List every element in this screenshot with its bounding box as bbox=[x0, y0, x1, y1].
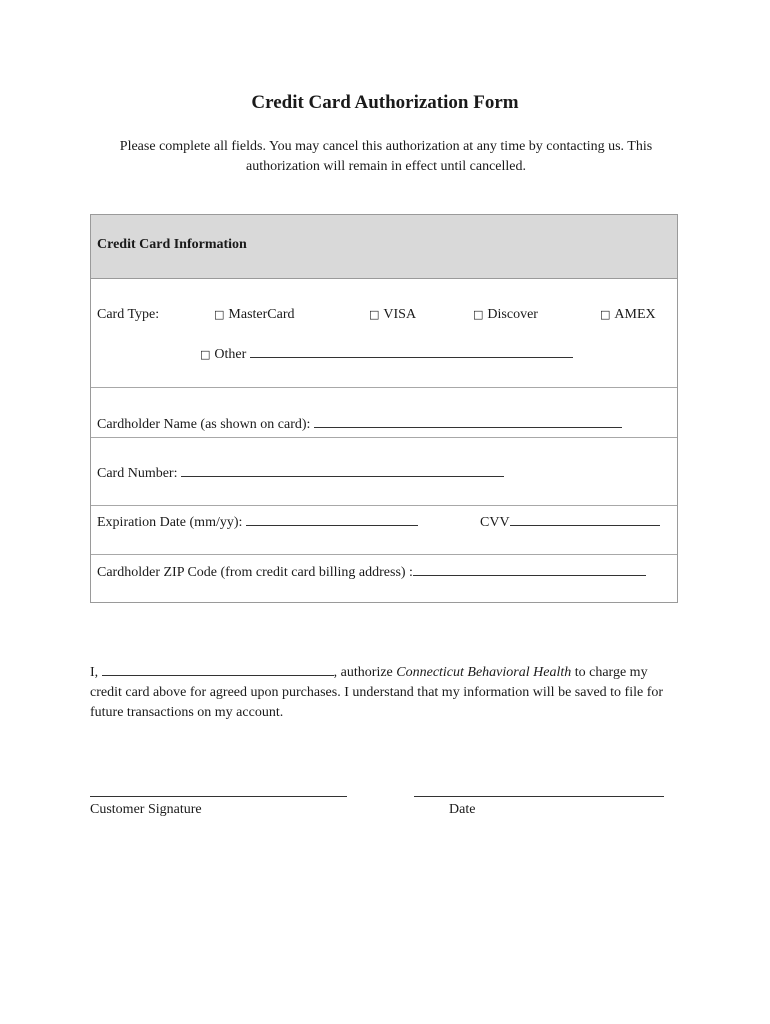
divider bbox=[91, 554, 677, 555]
checkbox-visa[interactable] bbox=[369, 307, 416, 323]
checkbox-mastercard[interactable] bbox=[214, 307, 295, 323]
customer-signature-label: Customer Signature bbox=[90, 802, 202, 817]
card-number-label: Card Number: bbox=[97, 466, 178, 481]
auth-suffix: to charge my credit card above for agreed upon purchases. I understand that my information will be saved to file for future transactions on my account. bbox=[90, 665, 664, 720]
auth-prefix: I, bbox=[90, 665, 99, 680]
divider bbox=[91, 437, 677, 438]
divider bbox=[91, 505, 677, 506]
option-label: VISA bbox=[383, 307, 417, 322]
checkbox-discover[interactable] bbox=[473, 307, 538, 323]
expiration-label: Expiration Date (mm/yy): bbox=[97, 515, 243, 530]
zip-field[interactable] bbox=[413, 564, 646, 576]
zip-row bbox=[97, 564, 646, 581]
expiration-row bbox=[97, 514, 418, 531]
other-card-type-field[interactable] bbox=[250, 346, 573, 358]
expiration-field[interactable] bbox=[246, 514, 418, 526]
card-number-row bbox=[97, 465, 504, 482]
cardholder-name-field[interactable] bbox=[314, 416, 622, 428]
section-header-label: Credit Card Information bbox=[97, 237, 247, 252]
auth-authorize-text: , authorize bbox=[333, 665, 393, 680]
form-intro: Please complete all fields. You may cancel this authorization at any time by contacting us. This authorization will remain in effect until cancelled. bbox=[119, 139, 653, 174]
company-name: Connecticut Behavioral Health bbox=[396, 665, 572, 680]
checkbox-icon: □ bbox=[214, 308, 225, 321]
checkbox-other[interactable] bbox=[200, 346, 573, 363]
section-header bbox=[91, 215, 677, 279]
checkbox-amex[interactable] bbox=[600, 307, 656, 323]
authorizer-name-field[interactable] bbox=[102, 663, 334, 676]
form-title: Credit Card Authorization Form bbox=[251, 92, 519, 113]
option-label: Other bbox=[214, 347, 247, 362]
card-number-field[interactable] bbox=[181, 465, 504, 477]
authorization-statement bbox=[90, 663, 682, 723]
date-line[interactable] bbox=[414, 796, 664, 797]
zip-label: Cardholder ZIP Code (from credit card billing address) : bbox=[97, 565, 413, 580]
checkbox-icon: □ bbox=[200, 348, 211, 361]
cardholder-name-row bbox=[97, 416, 622, 433]
option-label: Discover bbox=[487, 307, 538, 322]
option-label: MasterCard bbox=[228, 307, 295, 322]
checkbox-icon: □ bbox=[600, 308, 611, 321]
cvv-row bbox=[480, 514, 660, 531]
checkbox-icon: □ bbox=[369, 308, 380, 321]
customer-signature-line[interactable] bbox=[90, 796, 347, 797]
checkbox-icon: □ bbox=[473, 308, 484, 321]
credit-card-info-section bbox=[90, 214, 678, 603]
cvv-label: CVV bbox=[480, 515, 510, 530]
divider bbox=[91, 387, 677, 388]
cardholder-name-label: Cardholder Name (as shown on card): bbox=[97, 417, 311, 432]
date-label: Date bbox=[449, 802, 476, 817]
card-type-label: Card Type: bbox=[97, 307, 160, 322]
cvv-field[interactable] bbox=[510, 514, 660, 526]
option-label: AMEX bbox=[614, 307, 656, 322]
